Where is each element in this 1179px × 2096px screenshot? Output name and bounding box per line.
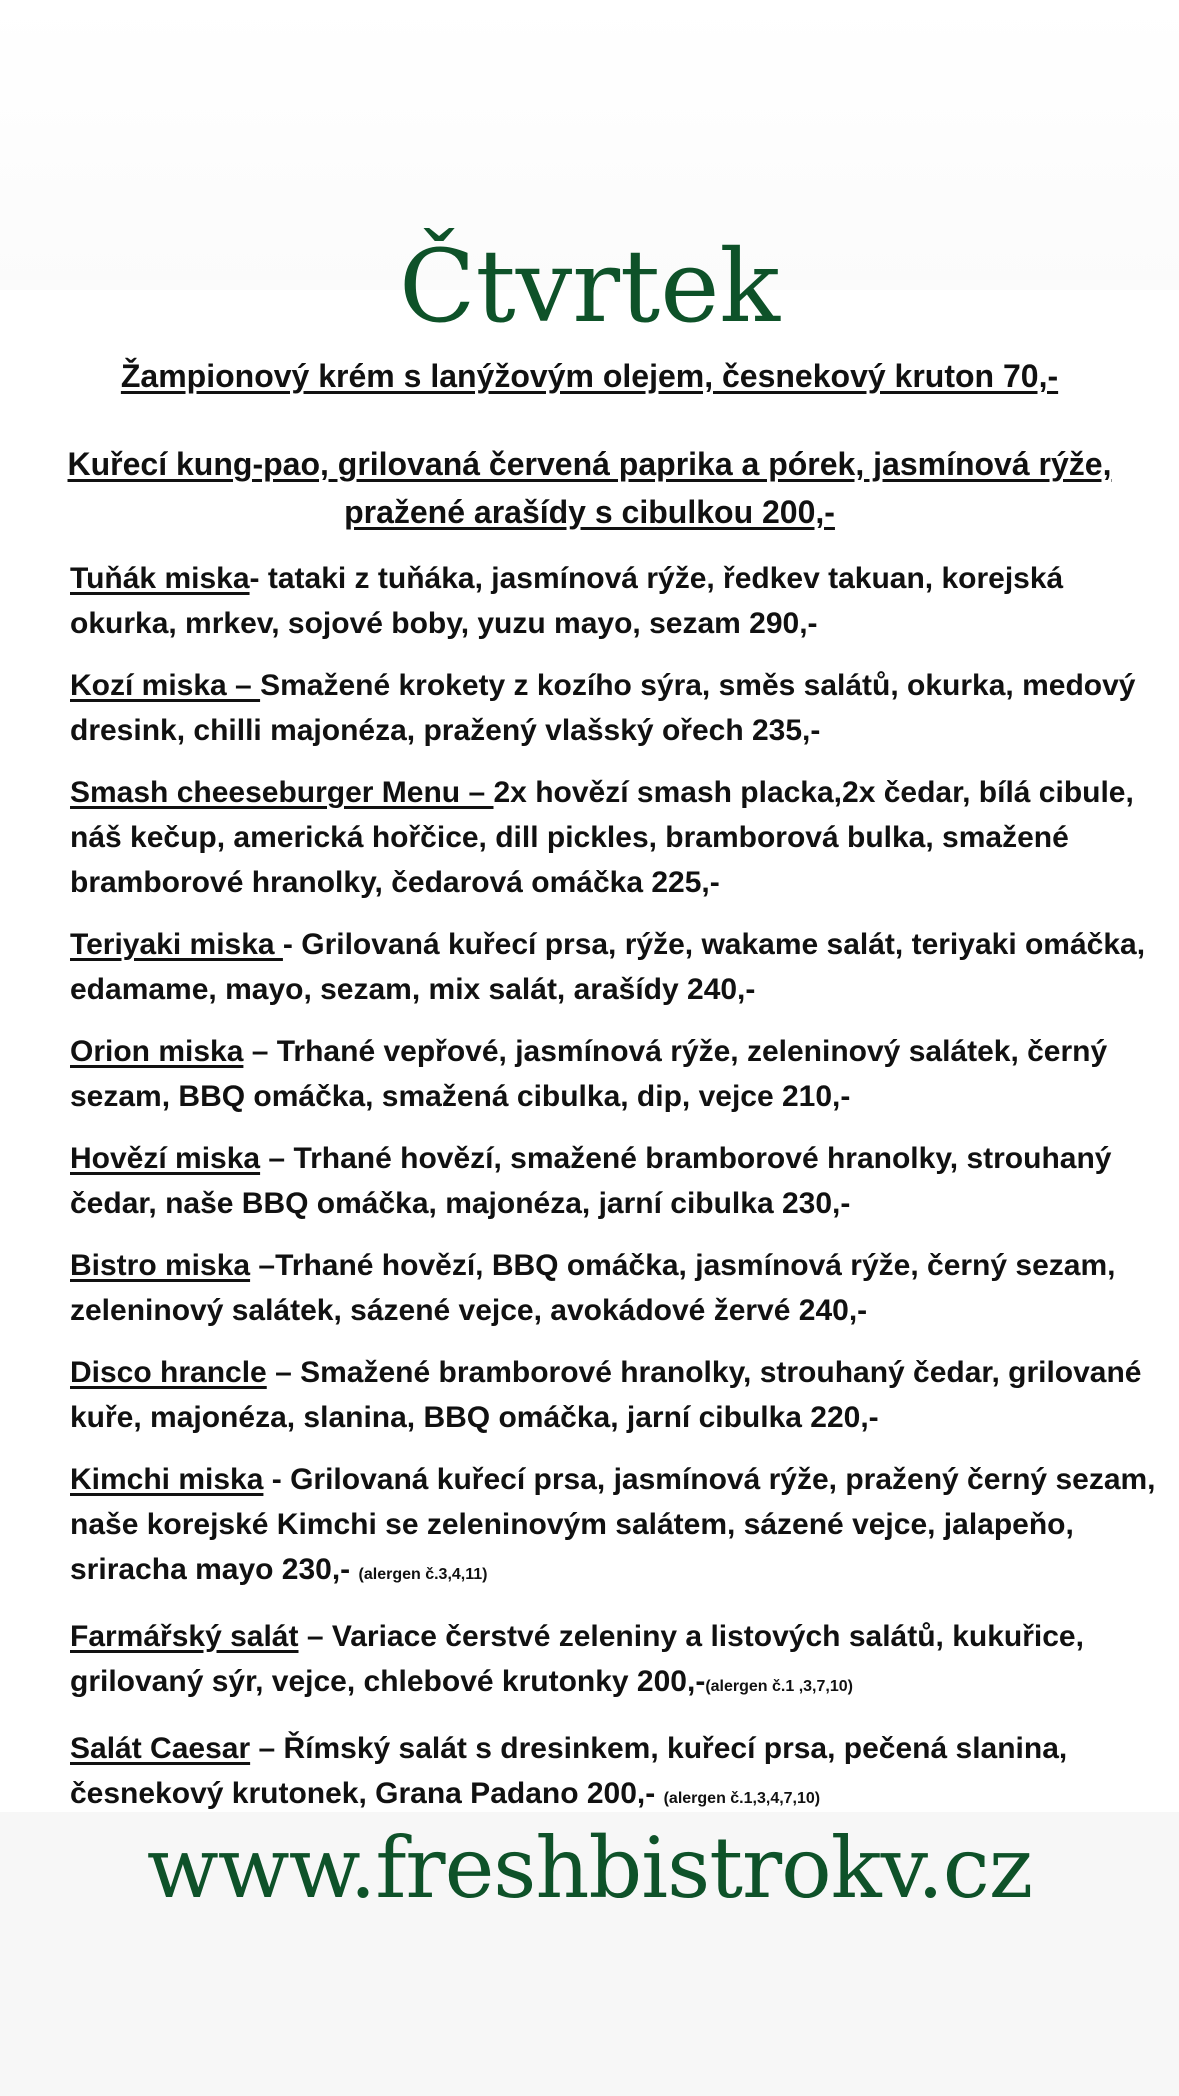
daily-main: Kuřecí kung-pao, grilovaná červená paprika a pórek, jasmínová rýže, pražené arašídy s cibulkou 200,-: [67, 446, 1112, 530]
menu-item-description: – Trhané hovězí, smažené bramborové hranolky, strouhaný čedar, naše BBQ omáčka, majonéza, jarní cibulka 230,-: [70, 1142, 1112, 1220]
menu-item-name: Teriyaki miska: [70, 928, 283, 961]
menu-item-teriyaki-miska: [70, 922, 1170, 1012]
menu-item-kozi-miska: [70, 663, 1170, 753]
website-url: www.freshbistrokv.cz: [146, 1819, 1033, 1917]
menu-item-orion-miska: [70, 1029, 1170, 1119]
menu-item-description: – Smažené bramborové hranolky, strouhaný čedar, grilované kuře, majonéza, slanina, BBQ omáčka, jarní cibulka 220,-: [70, 1356, 1142, 1434]
menu-item-tunak-miska: [70, 556, 1170, 646]
menu-item-name: Smash cheeseburger Menu –: [70, 776, 494, 809]
menu-item-description: 2x hovězí smash placka,2x čedar, bílá cibule, náš kečup, americká hořčice, dill pickles, bramborová bulka, smažené bramborové hranolky, čedarová omáčka 225,-: [70, 776, 1134, 899]
menu-item-name: Tuňák miska: [70, 562, 250, 595]
menu-item-description: Smažené krokety z kozího sýra, směs salátů, okurka, medový dresink, chilli majonéza, pražený vlašský ořech 235,-: [70, 669, 1136, 747]
menu-item-hovezi-miska: [70, 1136, 1170, 1226]
menu-item-description: – Římský salát s dresinkem, kuřecí prsa, pečená slanina, česnekový krutonek, Grana Padano 200,-: [70, 1732, 1068, 1810]
menu-item-description: - Grilovaná kuřecí prsa, jasmínová rýže, pražený černý sezam, naše korejské Kimchi se zeleninovým salátem, sázené vejce, jalapeňo, sriracha mayo 230,-: [70, 1463, 1156, 1586]
page-title: Čtvrtek: [399, 228, 780, 345]
menu-item-description: - Grilovaná kuřecí prsa, rýže, wakame salát, teriyaki omáčka, edamame, mayo, sezam, mix salát, arašídy 240,-: [70, 928, 1146, 1006]
menu-item-disco-hrancle: [70, 1350, 1170, 1440]
menu-list: [70, 556, 1170, 1838]
menu-item-kimchi-miska: [70, 1457, 1170, 1597]
menu-item-description: –Trhané hovězí, BBQ omáčka, jasmínová rýže, černý sezam, zeleninový salátek, sázené vejce, avokádové žervé 240,-: [70, 1249, 1116, 1327]
daily-specials: [20, 352, 1159, 536]
allergen-note: (alergen č.1,3,4,7,10): [663, 1790, 821, 1807]
allergen-note: (alergen č.1 ,3,7,10): [705, 1678, 853, 1695]
allergen-note: (alergen č.3,4,11): [358, 1566, 488, 1583]
menu-item-name: Hovězí miska: [70, 1142, 261, 1175]
menu-item-name: Salát Caesar: [70, 1732, 251, 1765]
menu-item-description: – Trhané vepřové, jasmínová rýže, zeleninový salátek, černý sezam, BBQ omáčka, smažená cibulka, dip, vejce 210,-: [70, 1035, 1108, 1113]
menu-item-description: - tataki z tuňáka, jasmínová rýže, ředkev takuan, korejská okurka, mrkev, sojové boby, yuzu mayo, sezam 290,-: [70, 562, 1064, 640]
menu-item-name: Bistro miska: [70, 1249, 251, 1282]
menu-item-name: Orion miska: [70, 1035, 244, 1068]
daily-soup: Žampionový krém s lanýžovým olejem, česnekový kruton 70,-: [120, 358, 1059, 394]
menu-item-salat-caesar: [70, 1726, 1170, 1821]
menu-item-name: Disco hrancle: [70, 1356, 267, 1389]
menu-item-name: Kimchi miska: [70, 1463, 264, 1496]
menu-item-name: Kozí miska –: [70, 669, 261, 702]
menu-item-bistro-miska: [70, 1243, 1170, 1333]
menu-item-smash-cheeseburger: [70, 770, 1170, 905]
menu-item-name: Farmářský salát: [70, 1620, 299, 1653]
menu-item-description: – Variace čerstvé zeleniny a listových salátů, kukuřice, grilovaný sýr, vejce, chlebové krutonky 200,-: [70, 1620, 1084, 1698]
menu-item-farmarsky-salat: [70, 1614, 1170, 1709]
